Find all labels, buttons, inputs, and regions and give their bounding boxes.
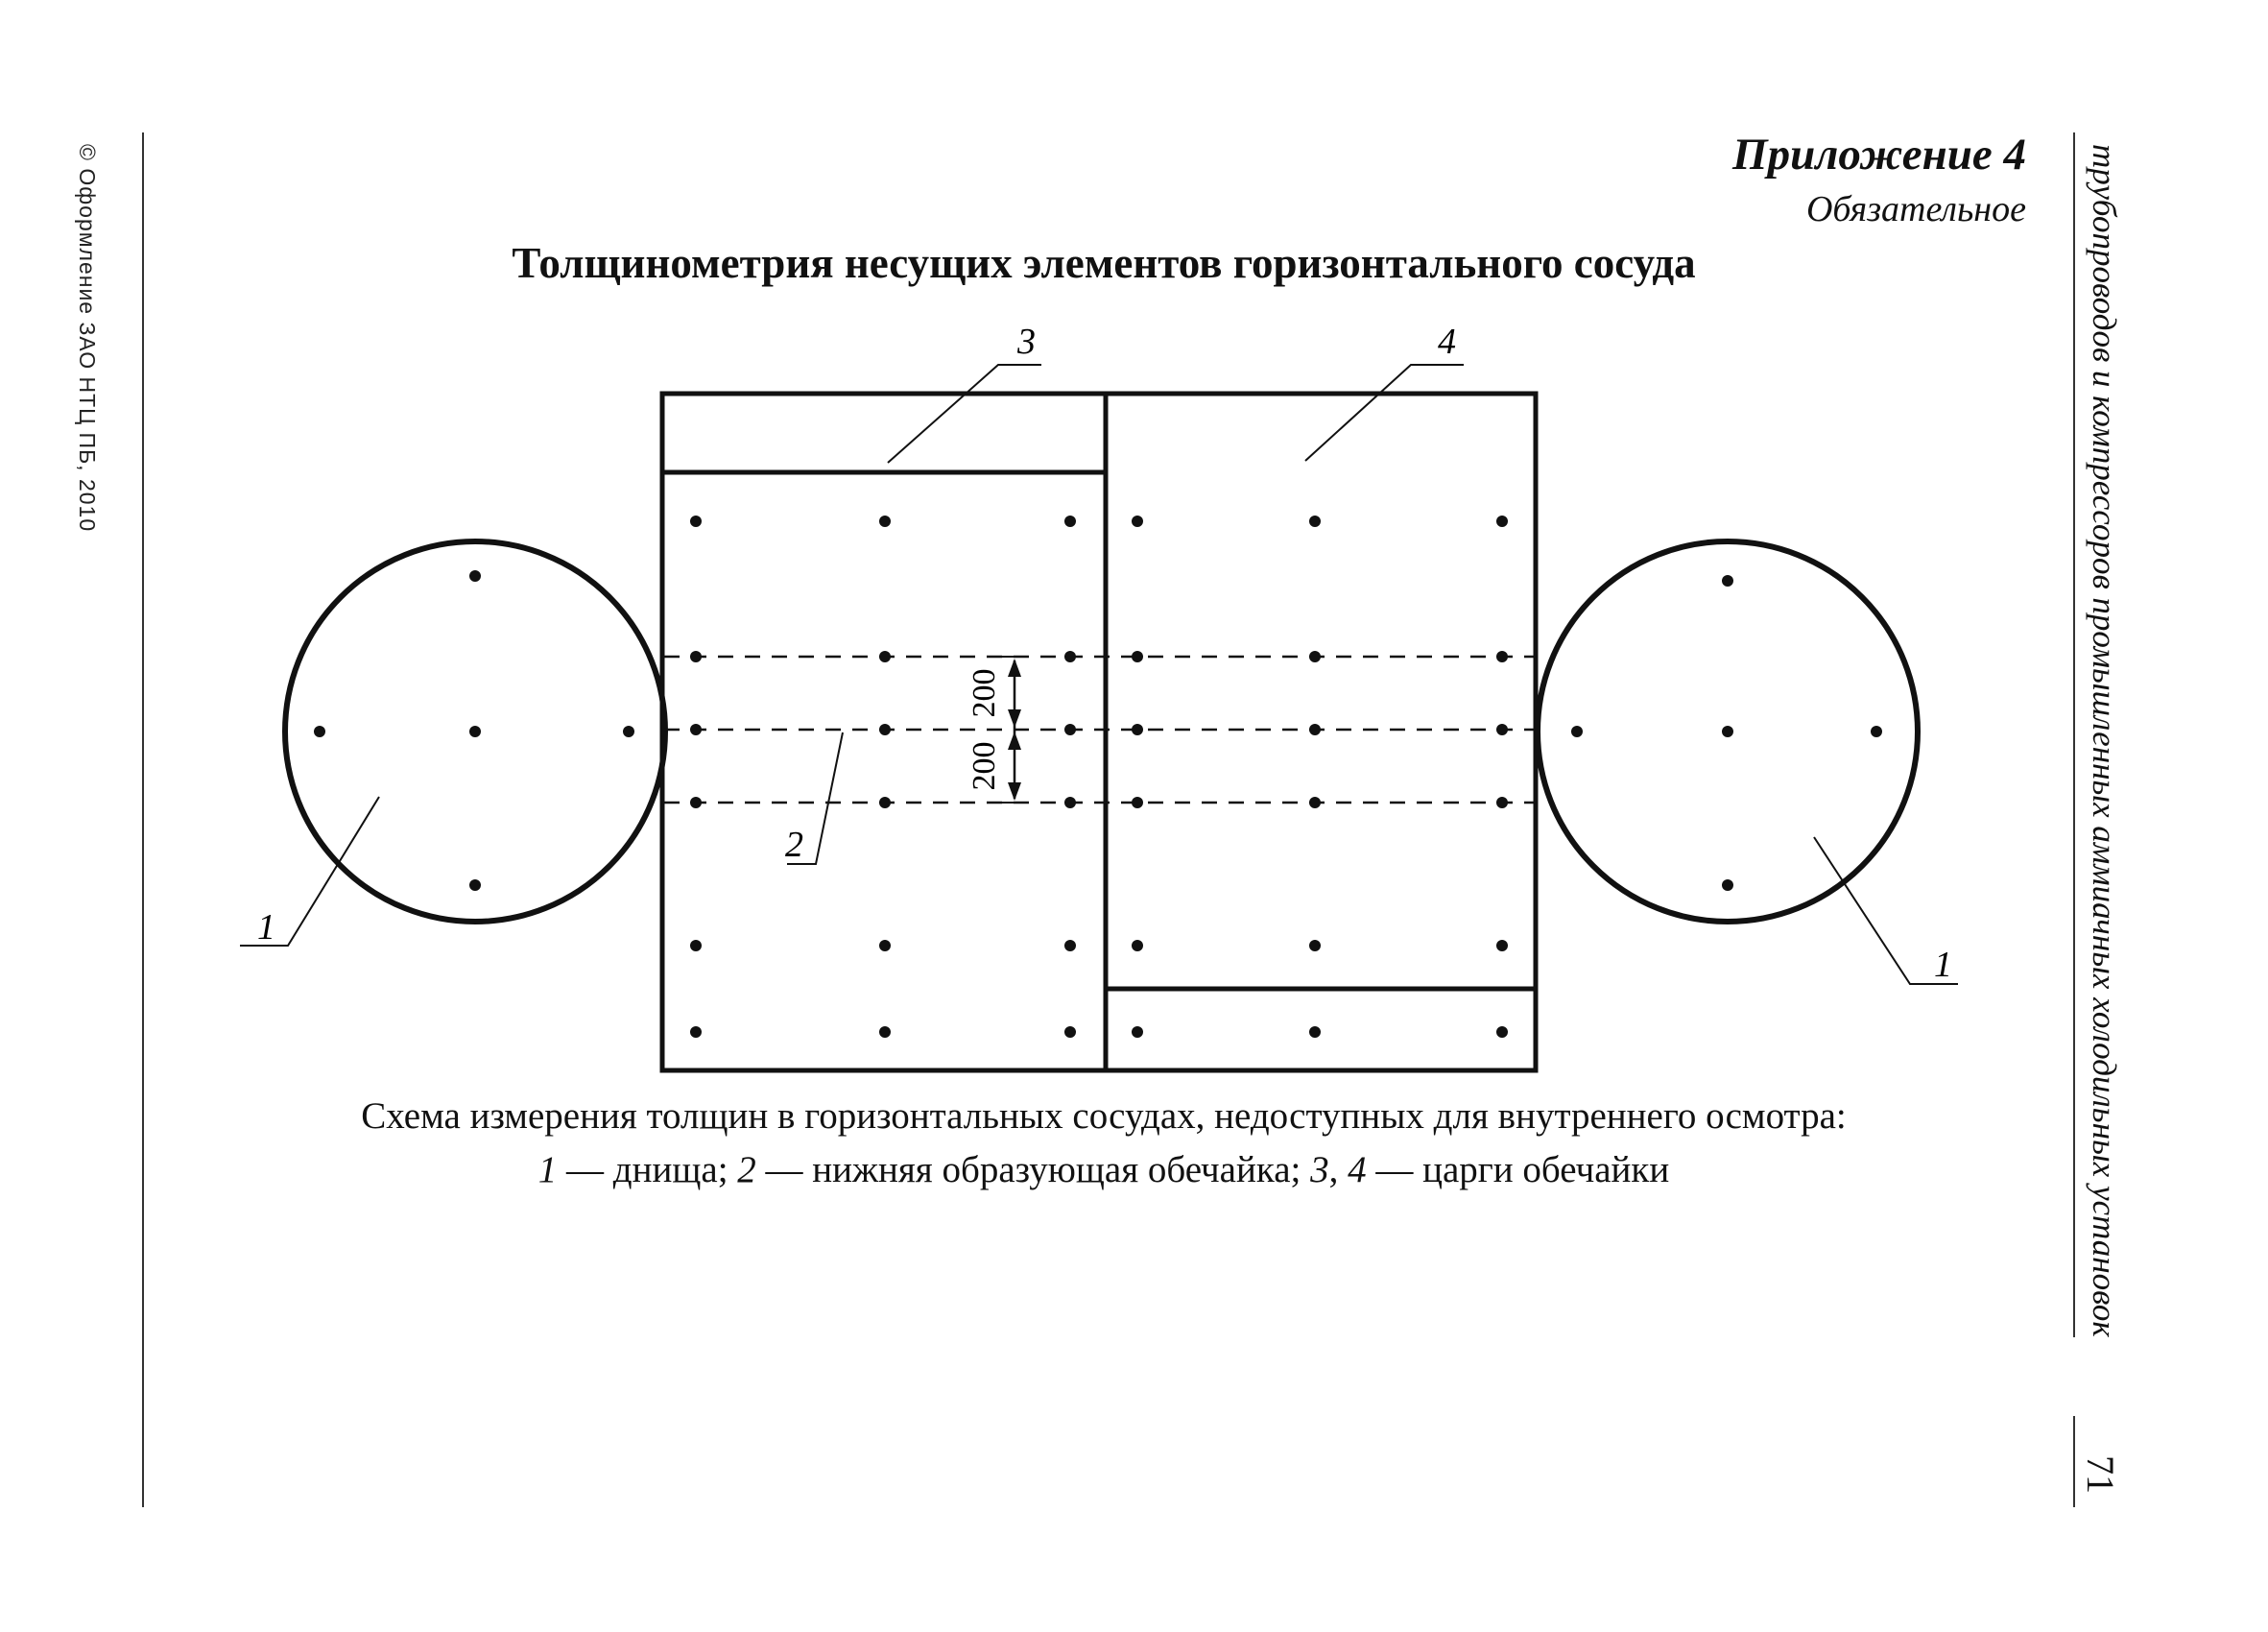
- measurement-point: [469, 570, 481, 582]
- arrow-head: [1008, 782, 1021, 801]
- measurement-point: [1309, 516, 1321, 527]
- measurement-point: [1496, 940, 1508, 951]
- measurement-point: [690, 516, 702, 527]
- measurement-point: [1722, 879, 1733, 891]
- measurement-point: [690, 940, 702, 951]
- measurement-point: [1309, 1026, 1321, 1038]
- measurement-point: [879, 651, 891, 662]
- measurement-point: [469, 879, 481, 891]
- measurement-point: [1496, 651, 1508, 662]
- measurement-point: [1871, 726, 1882, 737]
- figure-caption-line-2: [0, 1148, 2208, 1191]
- measurement-point: [1496, 516, 1508, 527]
- measurement-point: [879, 724, 891, 735]
- bottom-generatrix-lines: [664, 657, 1534, 803]
- measurement-point: [879, 1026, 891, 1038]
- arrow-head: [1008, 709, 1021, 728]
- caption-ref-2: 2: [737, 1149, 756, 1190]
- measurement-point: [690, 651, 702, 662]
- measurement-point: [1064, 797, 1076, 808]
- caption-separator: ,: [1328, 1149, 1349, 1190]
- leader-4: [1305, 365, 1464, 461]
- page-title: Толщинометрия несущих элементов горизонтального сосуда: [512, 239, 1696, 287]
- measurement-point: [879, 516, 891, 527]
- callout-leaders: [240, 365, 1958, 984]
- measurement-point: [1064, 940, 1076, 951]
- measurement-point: [1132, 940, 1143, 951]
- callout-1-right: 1: [1934, 945, 1952, 985]
- measurement-point: [1496, 724, 1508, 735]
- callout-2: 2: [785, 825, 803, 865]
- dimension-label-lower: 200: [967, 741, 1002, 791]
- callout-1-left: 1: [257, 907, 275, 948]
- running-title-sidebar: трубопроводов и компрессоров промышленных аммиачных холодильных установок: [2086, 144, 2123, 1337]
- measurement-point: [1132, 651, 1143, 662]
- callout-4: 4: [1438, 322, 1456, 362]
- copyright-sidebar: © Оформление ЗАО НТЦ ПБ, 2010: [75, 144, 100, 533]
- page-number: 71: [2079, 1455, 2122, 1494]
- callout-3: 3: [1017, 322, 1036, 362]
- measurement-point: [1722, 575, 1733, 587]
- caption-text-heads: — днища;: [557, 1149, 738, 1190]
- measurement-point: [314, 726, 325, 737]
- measurement-points: [314, 516, 1882, 1038]
- measurement-point: [1496, 1026, 1508, 1038]
- measurement-point: [690, 724, 702, 735]
- measurement-point: [1309, 797, 1321, 808]
- measurement-point: [1064, 651, 1076, 662]
- caption-text-courses: — царги обечайки: [1366, 1149, 1670, 1190]
- measurement-point: [1309, 724, 1321, 735]
- measurement-point: [690, 797, 702, 808]
- measurement-point: [879, 940, 891, 951]
- measurement-point: [1064, 516, 1076, 527]
- leader-3: [888, 365, 1041, 463]
- caption-ref-1: 1: [537, 1149, 558, 1190]
- measurement-point: [1064, 1026, 1076, 1038]
- measurement-point: [1496, 797, 1508, 808]
- measurement-point: [879, 797, 891, 808]
- arrow-head: [1008, 659, 1021, 677]
- measurement-point: [1064, 724, 1076, 735]
- caption-ref-3: 3: [1310, 1149, 1329, 1190]
- dimension-label-upper: 200: [967, 668, 1002, 718]
- measurement-point: [1132, 516, 1143, 527]
- measurement-point: [1132, 724, 1143, 735]
- measurement-point: [1309, 651, 1321, 662]
- appendix-title: Приложение 4: [1732, 130, 2026, 180]
- shell-outline: [662, 394, 1536, 1070]
- arrow-head: [1008, 732, 1021, 750]
- measurement-point: [690, 1026, 702, 1038]
- shell-section-right: [1106, 394, 1536, 1070]
- caption-ref-4: 4: [1348, 1149, 1367, 1190]
- measurement-point: [1571, 726, 1583, 737]
- figure-caption-line-1: Схема измерения толщин в горизонтальных сосудах, недоступных для внутреннего осмотра:: [361, 1095, 1847, 1137]
- appendix-status: Обязательное: [1805, 189, 2026, 229]
- measurement-point: [623, 726, 634, 737]
- measurement-point: [469, 726, 481, 737]
- measurement-point: [1309, 940, 1321, 951]
- caption-text-generatrix: — нижняя образующая обечайка;: [755, 1149, 1311, 1190]
- measurement-point: [1722, 726, 1733, 737]
- measurement-point: [1132, 1026, 1143, 1038]
- measurement-point: [1132, 797, 1143, 808]
